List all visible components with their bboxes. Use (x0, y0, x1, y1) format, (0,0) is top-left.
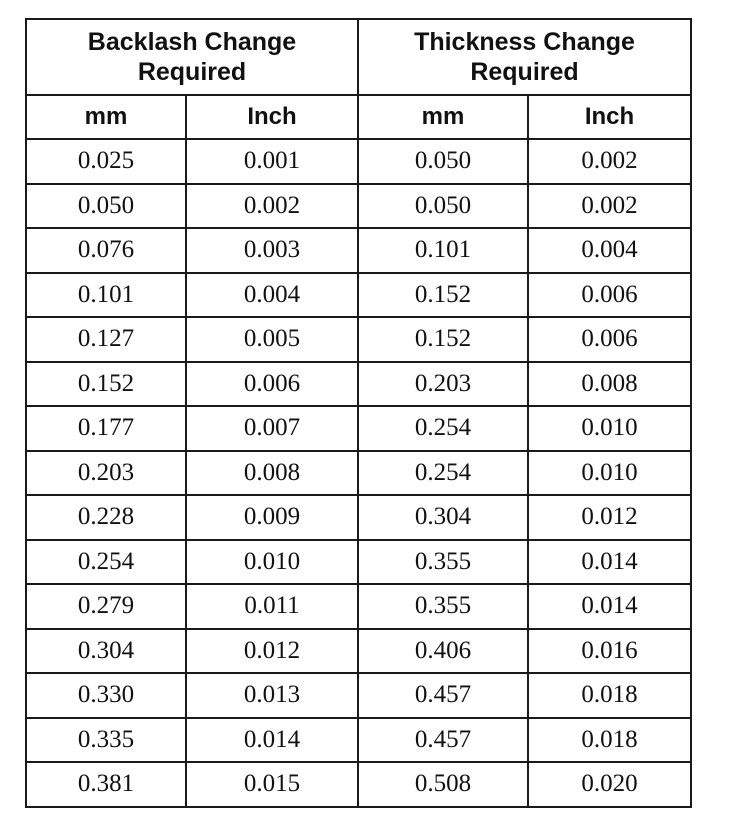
thickness-inch-cell: 0.020 (528, 762, 691, 807)
thickness-mm-cell: 0.152 (358, 273, 528, 318)
backlash-inch-cell: 0.004 (186, 273, 358, 318)
backlash-inch-cell: 0.010 (186, 540, 358, 585)
thickness-mm-cell: 0.050 (358, 139, 528, 184)
backlash-inch-cell: 0.014 (186, 718, 358, 763)
thickness-mm-cell: 0.304 (358, 495, 528, 540)
backlash-mm-cell: 0.330 (26, 673, 186, 718)
thickness-mm-cell: 0.152 (358, 317, 528, 362)
thickness-inch-cell: 0.012 (528, 495, 691, 540)
thickness-mm-cell: 0.203 (358, 362, 528, 407)
table-row (26, 362, 691, 407)
backlash-mm-cell: 0.279 (26, 584, 186, 629)
backlash-inch-cell: 0.007 (186, 406, 358, 451)
thickness-mm-cell: 0.457 (358, 718, 528, 763)
table-row (26, 540, 691, 585)
backlash-inch-cell: 0.002 (186, 184, 358, 229)
backlash-mm-cell: 0.050 (26, 184, 186, 229)
backlash-inch-cell: 0.013 (186, 673, 358, 718)
shim-adjustment-table (25, 18, 692, 808)
thickness-inch-cell: 0.008 (528, 362, 691, 407)
thickness-inch-cell: 0.004 (528, 228, 691, 273)
backlash-mm-cell: 0.076 (26, 228, 186, 273)
thickness-mm-cell: 0.355 (358, 584, 528, 629)
table-row (26, 718, 691, 763)
thickness-mm-cell: 0.355 (358, 540, 528, 585)
thickness-inch-cell: 0.018 (528, 718, 691, 763)
backlash-mm-cell: 0.381 (26, 762, 186, 807)
thickness-header-line2: Required (470, 58, 579, 86)
backlash-mm-cell: 0.152 (26, 362, 186, 407)
backlash-mm-cell: 0.177 (26, 406, 186, 451)
backlash-inch-cell: 0.009 (186, 495, 358, 540)
table-row (26, 629, 691, 674)
backlash-inch-cell: 0.011 (186, 584, 358, 629)
thickness-inch-cell: 0.018 (528, 673, 691, 718)
thickness-inch-cell: 0.010 (528, 406, 691, 451)
backlash-mm-cell: 0.304 (26, 629, 186, 674)
thickness-mm-cell: 0.254 (358, 406, 528, 451)
backlash-mm-header: mm (26, 95, 186, 139)
thickness-mm-cell: 0.508 (358, 762, 528, 807)
thickness-inch-cell: 0.002 (528, 184, 691, 229)
unit-header-row (26, 95, 691, 139)
backlash-inch-cell: 0.005 (186, 317, 358, 362)
backlash-inch-cell: 0.001 (186, 139, 358, 184)
thickness-mm-cell: 0.406 (358, 629, 528, 674)
backlash-mm-cell: 0.127 (26, 317, 186, 362)
thickness-mm-cell: 0.050 (358, 184, 528, 229)
table-row (26, 495, 691, 540)
table-row (26, 451, 691, 496)
backlash-mm-cell: 0.101 (26, 273, 186, 318)
thickness-inch-cell: 0.014 (528, 540, 691, 585)
backlash-mm-cell: 0.254 (26, 540, 186, 585)
backlash-inch-cell: 0.006 (186, 362, 358, 407)
table-row (26, 317, 691, 362)
backlash-inch-cell: 0.012 (186, 629, 358, 674)
thickness-inch-cell: 0.006 (528, 317, 691, 362)
backlash-inch-cell: 0.008 (186, 451, 358, 496)
backlash-mm-cell: 0.025 (26, 139, 186, 184)
table-row (26, 139, 691, 184)
thickness-inch-cell: 0.002 (528, 139, 691, 184)
table-row (26, 762, 691, 807)
backlash-mm-cell: 0.203 (26, 451, 186, 496)
thickness-change-header (358, 19, 691, 95)
thickness-mm-cell: 0.457 (358, 673, 528, 718)
thickness-mm-cell: 0.101 (358, 228, 528, 273)
backlash-inch-cell: 0.015 (186, 762, 358, 807)
backlash-inch-header: Inch (186, 95, 358, 139)
thickness-mm-header: mm (358, 95, 528, 139)
thickness-inch-cell: 0.014 (528, 584, 691, 629)
table-row (26, 273, 691, 318)
thickness-inch-cell: 0.010 (528, 451, 691, 496)
table-body (26, 139, 691, 807)
backlash-header-line1: Backlash Change (87, 28, 297, 56)
thickness-inch-cell: 0.006 (528, 273, 691, 318)
backlash-change-header (26, 19, 358, 95)
backlash-mm-cell: 0.335 (26, 718, 186, 763)
table-row (26, 584, 691, 629)
table-row (26, 673, 691, 718)
backlash-mm-cell: 0.228 (26, 495, 186, 540)
table-row (26, 184, 691, 229)
thickness-header-line1: Thickness Change (414, 28, 635, 56)
backlash-inch-cell: 0.003 (186, 228, 358, 273)
group-header-row (26, 19, 691, 95)
table-row (26, 406, 691, 451)
backlash-header-line2: Required (137, 58, 247, 86)
table-row (26, 228, 691, 273)
thickness-inch-cell: 0.016 (528, 629, 691, 674)
thickness-mm-cell: 0.254 (358, 451, 528, 496)
thickness-inch-header: Inch (528, 95, 691, 139)
